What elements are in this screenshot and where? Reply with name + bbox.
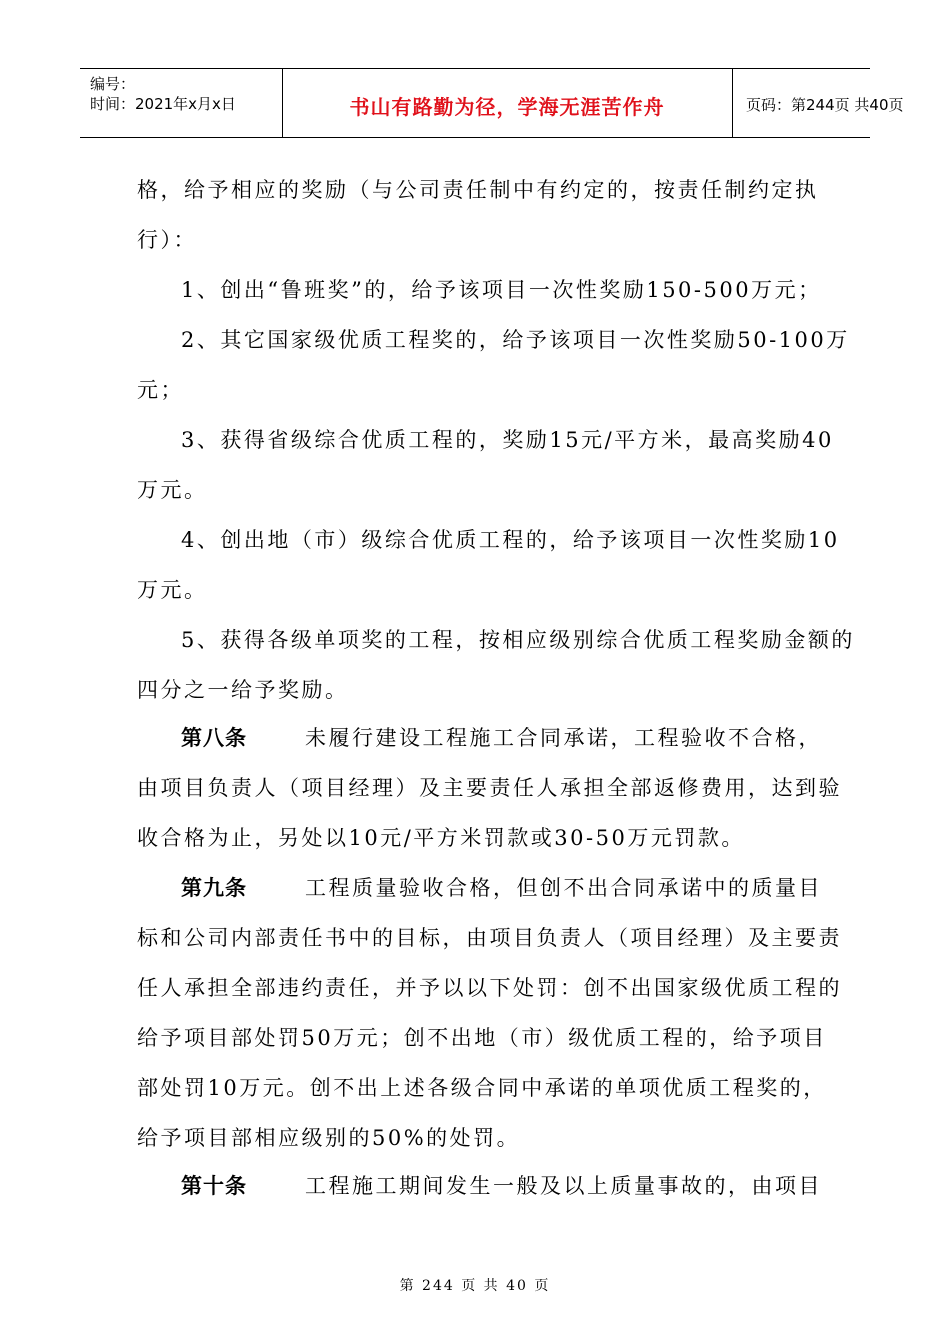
- body-line: 5、获得各级单项奖的工程，按相应级别综合优质工程奖励金额的: [181, 628, 855, 652]
- body-line: 行）：: [137, 228, 197, 252]
- body-line: 给予项目部处罚50万元；创不出地（市）级优质工程的，给予项目: [137, 1026, 827, 1050]
- header-page-cell: [732, 69, 904, 137]
- body-line: 4、创出地（市）级综合优质工程的，给予该项目一次性奖励10: [181, 528, 840, 552]
- body-line: 未履行建设工程施工合同承诺，工程验收不合格，: [305, 726, 822, 750]
- body-line: 部处罚10万元。创不出上述各级合同中承诺的单项优质工程奖的，: [137, 1076, 827, 1100]
- date-label: 时间：2021年x月x日: [90, 95, 236, 113]
- body-line: 元；: [137, 378, 184, 402]
- body-line: 给予项目部相应级别的50%的处罚。: [137, 1126, 521, 1150]
- body-line: 由项目负责人（项目经理）及主要责任人承担全部返修费用，达到验: [137, 776, 842, 800]
- header-motto-cell: [282, 69, 733, 137]
- document-header: [80, 68, 904, 138]
- article-9-first-line: [181, 872, 822, 902]
- body-line: 工程施工期间发生一般及以上质量事故的，由项目: [305, 1174, 822, 1198]
- article-8-first-line: [181, 722, 822, 752]
- header-meta-cell: [80, 69, 283, 137]
- article-heading: 第九条: [181, 876, 247, 900]
- article-heading: 第八条: [181, 726, 247, 750]
- body-line: 万元。: [137, 478, 208, 502]
- number-label: 编号：: [90, 75, 136, 93]
- body-line: 万元。: [137, 578, 208, 602]
- body-line: 工程质量验收合格，但创不出合同承诺中的质量目: [305, 876, 822, 900]
- body-line: 四分之一给予奖励。: [137, 678, 349, 702]
- article-10-first-line: [181, 1170, 822, 1200]
- body-line: 标和公司内部责任书中的目标，由项目负责人（项目经理）及主要责: [137, 926, 842, 950]
- body-line: 收合格为止，另处以10元/平方米罚款或30-50万元罚款。: [137, 826, 745, 850]
- page-footer: 第 244 页 共 40 页: [399, 1278, 551, 1294]
- body-line: 1、创出“鲁班奖”的，给予该项目一次性奖励150-500万元；: [181, 278, 822, 302]
- body-line: 格，给予相应的奖励（与公司责任制中有约定的，按责任制约定执: [137, 178, 819, 202]
- body-line: 3、获得省级综合优质工程的，奖励15元/平方米，最高奖励40: [181, 428, 834, 452]
- article-heading: 第十条: [181, 1174, 247, 1198]
- body-line: 2、其它国家级优质工程奖的，给予该项目一次性奖励50-100万: [181, 328, 850, 352]
- header-page-info: 页码：第244页 共40页: [746, 96, 904, 114]
- header-motto: 书山有路勤为径，学海无涯苦作舟: [349, 95, 665, 119]
- body-line: 任人承担全部违约责任，并予以以下处罚：创不出国家级优质工程的: [137, 976, 842, 1000]
